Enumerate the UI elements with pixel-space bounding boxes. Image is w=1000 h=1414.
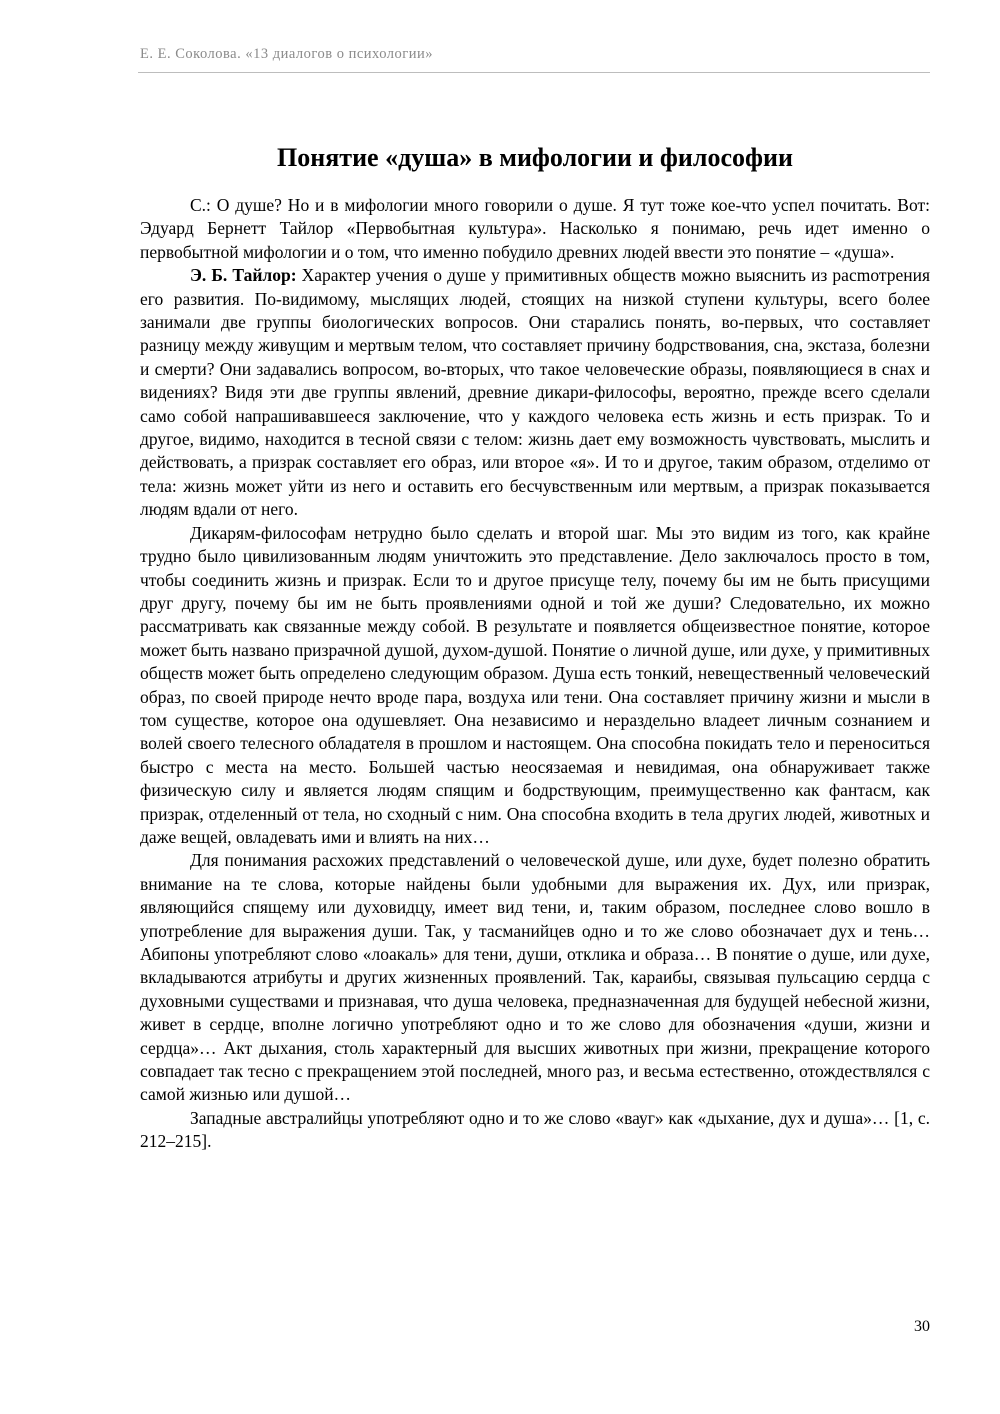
speaker-label: Э. Б. Тайлор:: [190, 265, 297, 286]
paragraph-text: Для понимания расхожих представлений о человеческой душе, или духе, будет полезно обратить внимание на те слова, которые найдены были удобными для выражения их. Дух, или призрак, являющийся спящему или духовидцу, имеет вид тени, и, таким образом, последнее слово вошло в употребление для выражения души. Так, у тасманийцев одно и то же слово обозначает дух и тень… Абипоны употребляют слово «лоакаль» для тени, души, отклика и образа… В понятие о душе, или духе, вкладываются атрибуты и других жизненных проявлений. Так, караибы, связывая пульсацию сердца с духовными существами и признавая, что душа человека, предназначенная для будущей небесной жизни, живет в сердце, вполне логично употребляют одно и то же слово для обозначения «души, жизни и сердца»… Акт дыхания, столь характерный для высших животных при жизни, прекращение которого совпадает так тесно с прекращением этой последней, много раз, и весьма естественно, отождествлялся с самой жизнью или душой…: [140, 850, 930, 1105]
section-title: Понятие «душа» в мифологии и философии: [277, 143, 793, 172]
paragraph-intro: [140, 194, 930, 264]
paragraph-text: Характер учения о душе у примитивных обществ можно выяснить из расmотрения его развития. По-видимому, мыслящих людей, стоящих на низкой ступени культуры, всего более занимали две группы биологических вопросов. Они старались понять, во-первых, что составляет разницу между живущим и мертвым телом, что составляет причину бодрствования, сна, экстаза, болезни и смерти? Они задавались вопросом, во-вторых, что такое человеческие образы, появляющиеся в снах и видениях? Видя эти две группы явлений, древние дикари-философы, вероятно, прежде всего сделали само собой напрашивавшееся заключение, что у каждого человека есть жизнь и есть призрак. То и другое, видимо, находится в тесной связи с телом: жизнь дает ему возможность чувствовать, мыслить и действовать, а призрак составляет его образ, или второе «я». И то и другое, таким образом, отделимо от тела: жизнь может уйти из него и оставить его бесчувственным или мертвым, а призрак показывается людям вдали от него.: [140, 265, 930, 520]
paragraph-text: Дикарям-философам нетрудно было сделать и второй шаг. Мы это видим из того, как крайне трудно было цивилизованным людям уничтожить это представление. Дело заключалось просто в том, чтобы соединить жизнь и призрак. Если то и другое присуще телу, почему бы им не быть присущими друг другу, почему бы им не быть проявлениями одной и той же души? Следовательно, их можно рассматривать как связанные между собой. В результате и появляется общеизвестное понятие, которое может быть названо призрачной душой, духом-душой. Понятие о личной душе, или духе, у примитивных обществ может быть определено следующим образом. Душа есть тонкий, невещественный человеческий образ, по своей природе нечто вроде пара, воздуха или тени. Она составляет причину жизни и мысли в том существе, которое она одушевляет. Она независимо и нераздельно владеет личным сознанием и волей своего телесного обладателя в прошлом и настоящем. Она способна покидать тело и переноситься быстро с места на место. Большей частью неосязаемая и невидимая, она обнаруживает также физическую силу и является людям спящим и бодрствующим, преимущественно как фантасм, как призрак, отделенный от тела, но сходный с ним. Она способна входить в тела других людей, животных и даже вещей, овладевать ими и влиять на них…: [140, 522, 930, 847]
header-rule: [138, 72, 930, 73]
paragraph-text: С.: О душе? Но и в мифологии много говорили о душе. Я тут тоже кое-что успел почитать. Вот: Эдуард Бернетт Тайлор «Первобытная культура». Насколько я понимаю, речь идет именно о первобытной мифологии и о том, что именно побудило древних людей ввести это понятие – «душа».: [140, 195, 930, 262]
paragraph-text: Западные австралийцы употребляют одно и то же слово «вауг» как «дыхание, дух и душа»… [1, с. 212–215].: [140, 1107, 930, 1152]
paragraph-tylor-1: [140, 264, 930, 521]
body-text: [140, 194, 930, 1154]
paragraph-tylor-4: [140, 1107, 930, 1154]
paragraph-tylor-2: [140, 522, 930, 850]
paragraph-tylor-3: [140, 849, 930, 1106]
page-number: 30: [914, 1318, 930, 1335]
running-header: Е. Е. Соколова. «13 диалогов о психологии»: [140, 46, 433, 62]
